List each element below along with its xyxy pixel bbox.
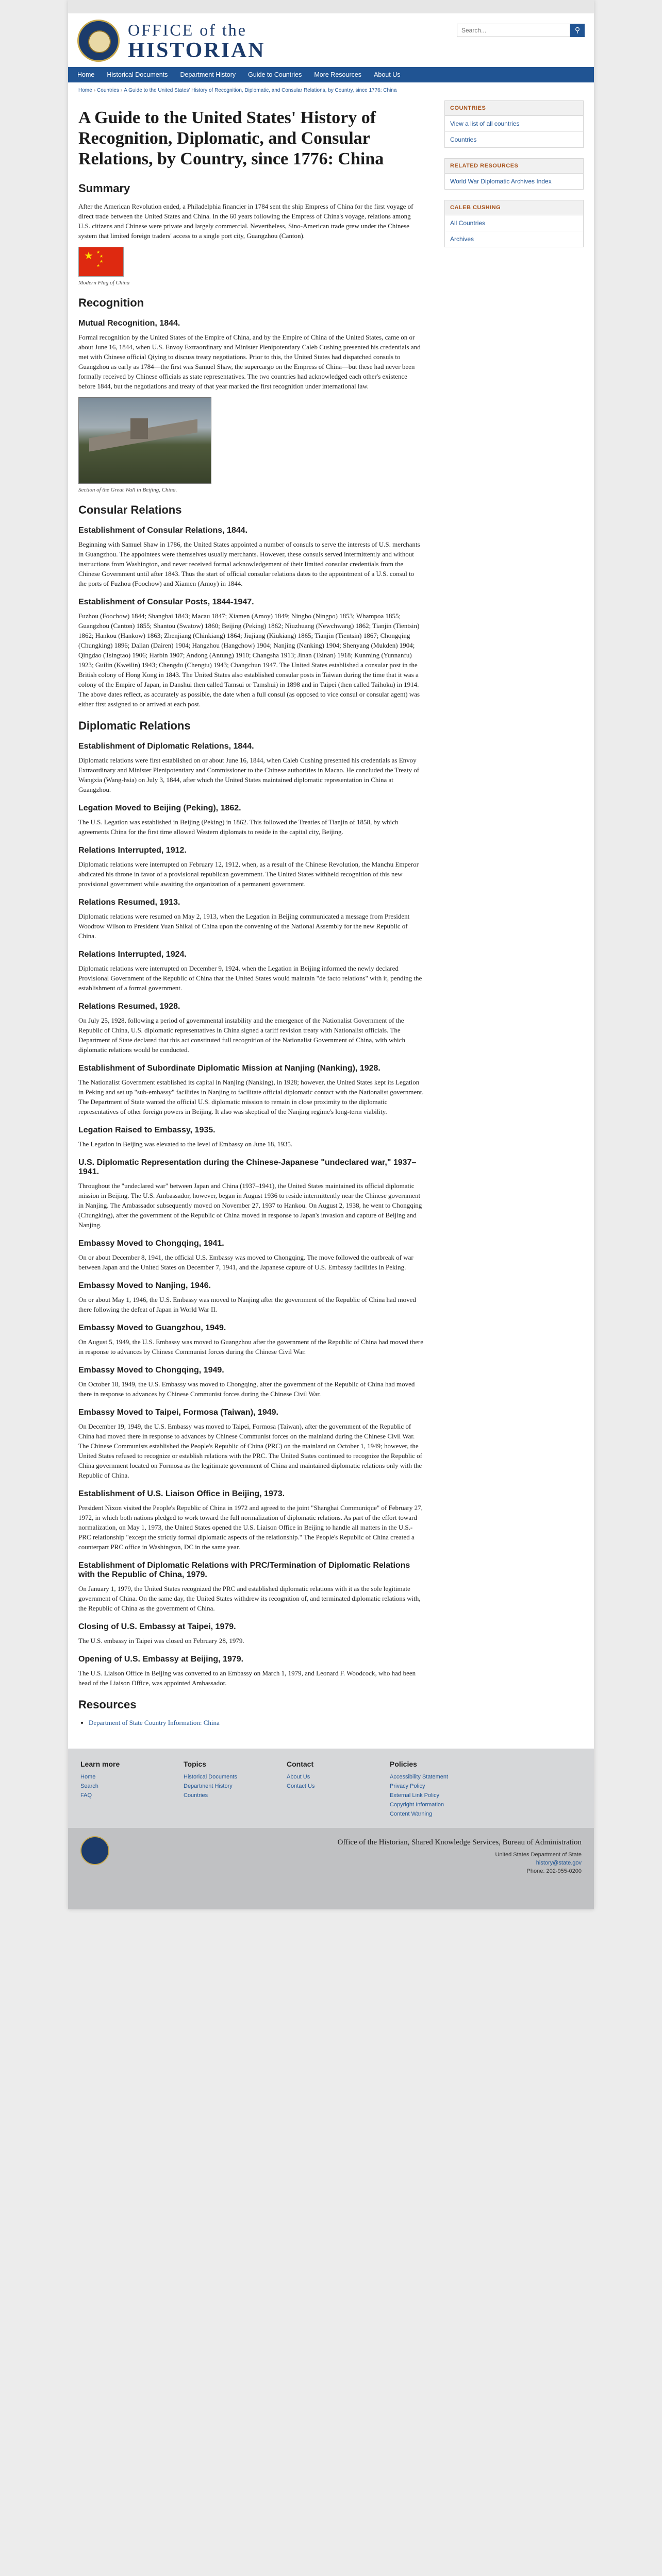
- sidebar-caleb-box: [444, 200, 584, 247]
- search-button[interactable]: [570, 24, 585, 37]
- resources-heading: Resources: [78, 1698, 137, 1711]
- state-department-seal-icon[interactable]: [77, 20, 120, 62]
- diplomatic-section-text: On August 5, 1949, the U.S. Embassy was moved to Guangzhou after the government of the Republic of China had moved there in response to advances by Chinese Communist forces during the Chinese Civil War.: [78, 1338, 424, 1355]
- consular-s2-title: Establishment of Consular Posts, 1844-1947.: [78, 598, 254, 606]
- footer-link-content-warning[interactable]: Content Warning: [390, 1811, 433, 1817]
- footer-seal-icon: [80, 1836, 109, 1865]
- flag-small-star-icon: ★: [96, 263, 101, 268]
- footer-link-privacy[interactable]: Privacy Policy: [390, 1783, 425, 1789]
- sidebar-related-header: RELATED RESOURCES: [445, 159, 583, 174]
- breadcrumb-countries[interactable]: Countries: [97, 88, 119, 93]
- consular-s2-text: Fuzhou (Foochow) 1844; Shanghai 1843; Macau 1847; Xiamen (Amoy) 1849; Ningbo (Ningpo) 1853; Whampoa 1855; Guangzhou (Canton) 1855; Shantou (Swatow) 1860; Beijing (Peking) 1862; Niuzhuang (Newchwang) 1862; Tianjin (Tientsin) 1862; Hankou (Hankow) 1863; Zhenjiang (Chinkiang) 1864; Jiujiang (Kiukiang) 1865; Tianjin (Tientsin) 1867; Chongqing (Chungking) 1896; Dalian (Dairen) 1904; Hangzhou (Hangchow) 1904; Nanjing (Nanking) 1904; Shenyang (Mukden) 1904; Qingdao (Tsingtao) 1906; Harbin 1907; Andong (Antung) 1910; Changsha 1913; Jinan (Tsinan) 1918; Kunming (Yunnanfu) 1923; Guilin (Kweilin) 1943; Chengdu (Chengtu) 1943; Changchun 1947. The United States established a consular post in the British colony of Hong Kong in 1843. The United States also established consular posts in Taiwan during the time that it was a colony of the Empire of Japan, in Danshui then called Tamsui or Tamshui) in 1898 and in Taipei (then called Taihoku) in 1914. The above dates reflect, as accurately as possible, the date when a full consul (as opposed to vice consul or consular agent) was either first assigned to or arrived at each post.: [78, 612, 420, 708]
- sidebar-item-all-countries-link[interactable]: All Countries: [445, 215, 583, 231]
- great-wall-photo[interactable]: [78, 397, 211, 484]
- diplomatic-section-title: Relations Resumed, 1928.: [78, 1002, 180, 1011]
- content-area: [68, 93, 594, 1749]
- footer-col-learn-more: [80, 1760, 184, 1819]
- summary-heading: Summary: [78, 182, 130, 195]
- footer-link-home[interactable]: Home: [80, 1774, 96, 1780]
- photo-caption: Section of the Great Wall in Beijing, China.: [78, 487, 177, 493]
- breadcrumb-current[interactable]: A Guide to the United States' History of Recognition, Diplomatic, and Consular Relations, by Country, since 1776: China: [124, 88, 397, 93]
- nav-guide-to-countries[interactable]: Guide to Countries: [248, 71, 302, 78]
- flag-caption: Modern Flag of China: [78, 280, 130, 286]
- diplomatic-section-text: Diplomatic relations were interrupted on December 9, 1924, when the Legation in Beijing informed the newly declared Provisional Government of the Republic of China that the United States would maintain "de facto relations" with it, pending the establishment of a formal government.: [78, 964, 422, 992]
- footer-col-heading: Topics: [184, 1760, 207, 1768]
- footer-link-copyright[interactable]: Copyright Information: [390, 1802, 444, 1808]
- main-nav: [68, 67, 594, 82]
- diplomatic-section-text: On October 18, 1949, the U.S. Embassy was moved to Chongqing, after the government of the Republic of China had moved there in response to advances by Chinese Communist forces during the Chinese Civil War.: [78, 1380, 415, 1398]
- footer-link-external-link-policy[interactable]: External Link Policy: [390, 1792, 439, 1799]
- footer-col-heading: Learn more: [80, 1760, 120, 1768]
- footer-col-heading: Policies: [390, 1760, 417, 1768]
- diplomatic-section-text: On July 25, 1928, following a period of governmental instability and the emergence of the Nationalist Government of the Republic of China, U.S. diplomatic representatives in China signed a tariff revision treaty with Nationalist officials. The Department of State declared that this act constituted full recognition of the Nationalist Government of China, with which diplomatic relations would be conducted.: [78, 1016, 405, 1054]
- diplomatic-section-text: On January 1, 1979, the United States recognized the PRC and established diplomatic relations with it as the sole legitimate government of China. On the same day, the United States withdrew its recognition of, and terminated diplomatic relations with, the Republic of China as the government of China.: [78, 1585, 421, 1612]
- footer-col-heading: Contact: [287, 1760, 314, 1768]
- diplomatic-section-text: The U.S. embassy in Taipei was closed on February 28, 1979.: [78, 1637, 244, 1645]
- footer-links: [68, 1749, 594, 1828]
- diplomatic-section-title: Relations Resumed, 1913.: [78, 898, 180, 907]
- diplomatic-section-text: On December 19, 1949, the U.S. Embassy was moved to Taipei, Formosa (Taiwan), after the government of the Republic of China had moved there in response to advances by Chinese Communist forces on the mainland during the Chinese Civil War. The Chinese Communists established the People's Republic of China (PRC) on the mainland on October 1, 1949; however, the United States refused to recognize or establish relations with the PRC. The United States continued to recognize the Republic of China government located on Formosa as the legitimate government of China and maintained diplomatic relations only with the Republic of China.: [78, 1422, 422, 1479]
- footer-link-faq[interactable]: FAQ: [80, 1792, 92, 1799]
- diplomatic-section-text: Diplomatic relations were resumed on May 2, 1913, when the Legation in Beijing communicated a message from President Woodrow Wilson to President Yuan Shikai of China upon the convening of the National Assembly for the new Republic of China.: [78, 912, 410, 940]
- diplomatic-section-title: Embassy Moved to Guangzhou, 1949.: [78, 1324, 226, 1332]
- footer-link-department-history[interactable]: Department History: [184, 1783, 233, 1789]
- diplomatic-section-title: Relations Interrupted, 1912.: [78, 846, 187, 855]
- footer-link-accessibility[interactable]: Accessibility Statement: [390, 1774, 449, 1780]
- nav-more-resources[interactable]: More Resources: [314, 71, 362, 78]
- flag-small-star-icon: ★: [100, 254, 104, 259]
- diplomatic-section-text: President Nixon visited the People's Republic of China in 1972 and agreed to the joint "Shanghai Communique" of February 27, 1972, in which both nations pledged to work toward the full normalization of diplomatic relations. As part of the effort toward normalization, on May 1, 1973, the United States opened the U.S. Liaison Office in Beijing to handle all matters in the U.S.-PRC relationship "except the strictly formal diplomatic aspects of the relationship." The People's Republic of China created a counterpart PRC office in Washington, DC in the same year.: [78, 1504, 423, 1551]
- diplomatic-section-title: Establishment of Subordinate Diplomatic Mission at Nanjing (Nanking), 1928.: [78, 1064, 380, 1073]
- breadcrumb: [68, 82, 594, 93]
- footer-address-line: United States Department of State: [495, 1852, 582, 1858]
- sidebar-caleb-header: CALEB CUSHING: [445, 200, 583, 215]
- recognition-heading: Recognition: [78, 296, 144, 309]
- footer-link-historical-documents[interactable]: Historical Documents: [184, 1774, 237, 1780]
- diplomatic-heading: Diplomatic Relations: [78, 719, 191, 732]
- breadcrumb-separator: ›: [120, 88, 123, 93]
- site-header: [68, 13, 594, 67]
- diplomatic-section-title: Establishment of U.S. Liaison Office in Beijing, 1973.: [78, 1489, 285, 1498]
- footer-link-countries[interactable]: Countries: [184, 1792, 208, 1799]
- site-title-line1: OFFICE of the: [128, 21, 247, 39]
- flag-small-star-icon: ★: [96, 250, 101, 255]
- search-input[interactable]: [457, 24, 570, 37]
- diplomatic-section-title: Embassy Moved to Chongqing, 1949.: [78, 1366, 224, 1375]
- nav-department-history[interactable]: Department History: [180, 71, 236, 78]
- resources-list: [89, 1718, 424, 1728]
- diplomatic-section-title: Embassy Moved to Chongqing, 1941.: [78, 1239, 224, 1248]
- diplomatic-section-text: The U.S. Liaison Office in Beijing was converted to an Embassy on March 1, 1979, and Leonard F. Woodcock, who had been head of the Liaison Office, was appointed Ambassador.: [78, 1669, 416, 1687]
- diplomatic-section-title: U.S. Diplomatic Representation during the Chinese-Japanese "undeclared war," 1937–1941.: [78, 1158, 417, 1176]
- footer-link-contact-us[interactable]: Contact Us: [287, 1783, 315, 1789]
- site-title-line2: HISTORIAN: [128, 39, 266, 62]
- diplomatic-section-title: Embassy Moved to Taipei, Formosa (Taiwan), 1949.: [78, 1408, 278, 1417]
- diplomatic-section-title: Legation Raised to Embassy, 1935.: [78, 1126, 216, 1134]
- diplomatic-section-title: Closing of U.S. Embassy at Taipei, 1979.: [78, 1622, 236, 1631]
- breadcrumb-home[interactable]: Home: [78, 88, 92, 93]
- consular-s1-title: Establishment of Consular Relations, 1844.: [78, 526, 248, 535]
- diplomatic-section-title: Embassy Moved to Nanjing, 1946.: [78, 1281, 211, 1290]
- sidebar-related-box: [444, 158, 584, 190]
- footer-col-contact: [287, 1760, 390, 1819]
- footer-link-search[interactable]: Search: [80, 1783, 98, 1789]
- diplomatic-section-text: On or about December 8, 1941, the official U.S. Embassy was moved to Chongqing. The move followed the outbreak of war between Japan and the United States on December 7, 1941, and the Japanese capture of U.S. Embassy facilities in Peking.: [78, 1253, 413, 1271]
- resources-list-item: [89, 1718, 424, 1728]
- flag-small-star-icon: ★: [100, 259, 104, 264]
- main-column: [78, 100, 434, 1733]
- sidebar: [444, 100, 584, 1733]
- china-flag-image[interactable]: [78, 247, 124, 277]
- recognition-subheading: Mutual Recognition, 1844.: [78, 319, 180, 328]
- consular-s1-text: Beginning with Samuel Shaw in 1786, the United States appointed a number of consuls to serve the interests of U.S. merchants in Guangzhou. The appointees were themselves usually merchants. However, these consuls served intermittently and without instructions from Washington, and never received formal acknowledgement of their limited consular credentials from the Chinese Government until after 1843. Thus the start of official consular relations dates to the appointment of a U.S. consul to the ports of Fuzhou (Foochow) and Xiamen (Amoy) in 1844.: [78, 540, 420, 587]
- diplomatic-section-title: Relations Interrupted, 1924.: [78, 950, 187, 959]
- resource-link[interactable]: Department of State Country Information: China: [89, 1719, 220, 1726]
- nav-home[interactable]: Home: [77, 71, 95, 78]
- diplomatic-section-text: Diplomatic relations were first established on or about June 16, 1844, when Caleb Cushing presented his credentials as Envoy Extraordinary and Minister Plenipotentiary and Commissioner to the Chinese authorities in Macao. He concluded the Treaty of Wangxia (Wang-hsia) on July 3, 1844, after which the United States maintained diplomatic representation in China at Guangzhou.: [78, 756, 420, 793]
- footer-office-name: Office of the Historian, Shared Knowledge Services, Bureau of Administration: [337, 1838, 582, 1846]
- nav-historical-documents[interactable]: Historical Documents: [107, 71, 168, 78]
- site-title[interactable]: [128, 21, 266, 62]
- diplomatic-section-text: On or about May 1, 1946, the U.S. Embassy was moved to Nanjing after the government of the Republic of China had moved there following the defeat of Japan in World War II.: [78, 1296, 416, 1313]
- diplomatic-section-text: The U.S. Legation was established in Beijing (Peking) in 1862. This followed the Treaties of Tianjin of 1858, by which agreements China for the first time allowed Western diplomats to reside in the capital city, Beijing.: [78, 818, 399, 836]
- consular-heading: Consular Relations: [78, 503, 182, 516]
- breadcrumb-separator: ›: [93, 88, 96, 93]
- page: [68, 0, 594, 1909]
- diplomatic-section-text: The Legation in Beijing was elevated to the level of Embassy on June 18, 1935.: [78, 1140, 293, 1148]
- diplomatic-section-title: Establishment of Diplomatic Relations with PRC/Termination of Diplomatic Relations with the Republic of China, 1979.: [78, 1561, 410, 1579]
- footer-link-about-us[interactable]: About Us: [287, 1774, 310, 1780]
- summary-text: After the American Revolution ended, a Philadelphia financier in 1784 sent the ship Empress of China for the first voyage of direct trade between the United States and China. In the 60 years following the Empress of China's voyage, relations among U.S. citizens and Chinese were private and largely commercial. Nevertheless, Sino-American trade grew under the Chinese system that limited foreign traders' access to a single port city, Guangzhou (Canton).: [78, 202, 413, 240]
- footer-email-link[interactable]: history@state.gov: [536, 1860, 582, 1866]
- nav-about-us[interactable]: About Us: [374, 71, 401, 78]
- sidebar-item-all-countries[interactable]: View a list of all countries: [445, 116, 583, 132]
- sidebar-countries-box: [444, 100, 584, 148]
- diplomatic-section-text: The Nationalist Government established its capital in Nanjing (Nanking), in 1928; however, the United States kept its Legation in Peking and set up "sub-embassy" facilities in Nanjing to facilitate official diplomatic contact with the Nationalist government. The Department of State wanted the official U.S. diplomatic mission to remain in close proximity to the diplomatic representatives of other foreign powers in Beijing. It also was skeptical of the Nanjing regime's long-term viability.: [78, 1078, 424, 1115]
- footer-col-topics: [184, 1760, 287, 1819]
- diplomatic-section-text: Diplomatic relations were interrupted on February 12, 1912, when, as a result of the Chinese Revolution, the Manchu Emperor abdicated his throne in favor of a provisional republican government. The United States withheld recognition of this new provisional government while awaiting the organization of a permanent government.: [78, 860, 419, 888]
- footer-col-policies: [390, 1760, 493, 1819]
- footer-bottom: [68, 1828, 594, 1909]
- page-title: A Guide to the United States' History of Recognition, Diplomatic, and Consular Relations, by Country, since 1776: China: [78, 108, 384, 168]
- diplomatic-section-title: Establishment of Diplomatic Relations, 1844.: [78, 742, 254, 751]
- resources-section: [78, 1698, 424, 1728]
- search-icon: ⚲: [574, 26, 581, 35]
- diplomatic-section-text: Throughout the "undeclared war" between Japan and China (1937–1941), the United States maintained its official diplomatic mission in Beijing. The U.S. Ambassador, however, began in August 1936 to reside intermittently near the Chinese government in Nanjing. The Ambassador subsequently moved on November 27, 1937 to Hankou. On August 2, 1938, he went to Chongqing (Chungking), after the government of the Republic of China moved in response to Japan's invasion and capture of Beijing and Nanjing.: [78, 1182, 422, 1229]
- footer-phone: Phone: 202-955-0200: [526, 1868, 582, 1874]
- footer-address: [495, 1851, 582, 1875]
- recognition-text: Formal recognition by the United States of the Empire of China, and by the Empire of China of the United States, came on or about June 16, 1844, when U.S. Envoy Extraordinary and Minister Plenipotentiary Caleb Cushing presented his credentials and met with Chinese official Qiying to discuss treaty negotiations. Prior to this, the United States had dispatched consuls to Guangzhou as early as 1784—the first was Samuel Shaw, the supercargo on the Empress of China—but these had never been formally received by Chinese officials as state representatives. The two countries had acknowledged each other's existence before 1844, but the negotiations and treaty of that year marked the first recognition under international law.: [78, 333, 421, 390]
- sidebar-item-archives-index[interactable]: World War Diplomatic Archives Index: [450, 178, 552, 185]
- diplomatic-section-title: Legation Moved to Beijing (Peking), 1862.: [78, 804, 241, 812]
- diplomatic-section-title: Opening of U.S. Embassy at Beijing, 1979.: [78, 1655, 244, 1664]
- sidebar-countries-header: COUNTRIES: [445, 101, 583, 116]
- search-box: [457, 24, 585, 37]
- sidebar-item-countries[interactable]: Countries: [450, 136, 477, 143]
- diplomatic-sections: [78, 742, 424, 1688]
- sidebar-item-archives[interactable]: Archives: [450, 235, 474, 243]
- flag-large-star-icon: ★: [84, 249, 93, 262]
